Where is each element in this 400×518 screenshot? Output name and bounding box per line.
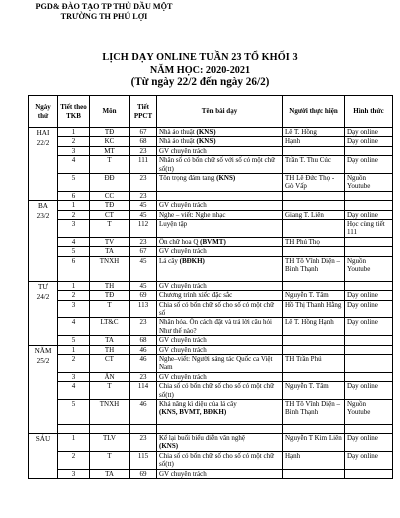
table-row	[29, 424, 393, 433]
format-cell: Dạy online	[345, 451, 393, 469]
period-cell: 2	[58, 451, 90, 469]
lesson-tag: (KNS, BVMT, BĐKH)	[159, 408, 227, 417]
subject-cell: TH	[90, 281, 130, 290]
subject-cell: LT&C	[90, 318, 130, 336]
ppct-cell: 46	[130, 399, 157, 424]
period-cell: 4	[58, 318, 90, 336]
lesson-cell	[157, 256, 283, 281]
lesson-name: GV chuyên trách	[159, 201, 207, 210]
lesson-cell	[157, 201, 283, 210]
table-row	[29, 382, 393, 400]
lesson-name: Kể lại buổi biểu diễn văn nghệ	[159, 433, 245, 442]
subject-cell: TĐ	[90, 128, 130, 137]
table-row	[29, 469, 393, 478]
period-cell: 1	[58, 281, 90, 290]
ppct-cell: 112	[130, 220, 157, 238]
period-cell: 4	[58, 156, 90, 174]
ppct-cell	[130, 424, 157, 433]
teacher-cell: TH Lê Đức Thọ - Gò Vấp	[283, 174, 345, 192]
ppct-cell: 69	[130, 291, 157, 300]
ppct-cell: 67	[130, 128, 157, 137]
lesson-tag: (KNS)	[216, 174, 236, 183]
period-cell: 5	[58, 336, 90, 345]
schedule-body	[29, 128, 393, 479]
teacher-cell: Trần T. Thu Cúc	[283, 156, 345, 174]
format-cell	[345, 191, 393, 200]
col-header-subject: Môn	[90, 96, 130, 128]
format-cell: Nguồn Youtube	[345, 174, 393, 192]
subject-cell: ÂN	[90, 372, 130, 381]
col-header-day: Ngày thứ	[29, 96, 58, 128]
lesson-cell	[157, 210, 283, 219]
teacher-cell: Nguyễn T. Tâm	[283, 382, 345, 400]
lesson-cell	[157, 220, 283, 238]
format-cell: Dạy online	[345, 210, 393, 219]
subject-cell: TA	[90, 469, 130, 478]
subject-cell: TA	[90, 336, 130, 345]
period-cell: 5	[58, 247, 90, 256]
day-cell: HAI 22/2	[29, 128, 58, 201]
ppct-cell: 113	[130, 300, 157, 318]
table-row	[29, 146, 393, 155]
teacher-cell: Lê T. Hồng	[283, 128, 345, 137]
subject-cell: T	[90, 220, 130, 238]
lesson-cell	[157, 345, 283, 354]
format-cell: Dạy online	[345, 318, 393, 336]
format-cell	[345, 469, 393, 478]
subject-cell: TĐ	[90, 291, 130, 300]
lesson-name: Ôn chữ hoa Q	[159, 237, 201, 246]
period-cell: 2	[58, 354, 90, 372]
table-row	[29, 291, 393, 300]
ppct-cell: 69	[130, 469, 157, 478]
format-cell	[345, 247, 393, 256]
ppct-cell: 46	[130, 345, 157, 354]
period-cell: 3	[58, 300, 90, 318]
lesson-cell	[157, 382, 283, 400]
table-row	[29, 300, 393, 318]
table-header-row	[29, 96, 393, 128]
lesson-name: GV chuyên trách	[159, 469, 207, 478]
lesson-cell	[157, 281, 283, 290]
org-name: PGD& ĐÀO TẠO TP THỦ DẦU MỘT	[35, 2, 173, 11]
subject-cell: T	[90, 451, 130, 469]
lesson-name: GV chuyên trách	[159, 281, 207, 290]
subject-cell: CT	[90, 354, 130, 372]
lesson-name: Nhân số có bốn chữ số với số có một chữ số(tt)	[159, 156, 275, 173]
format-cell: Nguồn Youtube	[345, 256, 393, 281]
schedule-table	[28, 95, 393, 479]
ppct-cell: 45	[130, 281, 157, 290]
format-cell	[345, 372, 393, 381]
lesson-name: GV chuyên trách	[159, 336, 207, 345]
period-cell: 1	[58, 433, 90, 451]
lesson-cell	[157, 372, 283, 381]
lesson-name: Chương trình xiếc đặc sắc	[159, 291, 233, 300]
format-cell	[345, 354, 393, 372]
lesson-name: Nhân hóa. Ôn cách đặt và trả lời câu hỏi Như thế nào?	[159, 318, 272, 335]
lesson-cell	[157, 291, 283, 300]
teacher-cell: Giang T. Liên	[283, 210, 345, 219]
teacher-cell	[283, 424, 345, 433]
col-header-teacher: Người thực hiện	[283, 96, 345, 128]
col-header-period: Tiết theo TKB	[58, 96, 90, 128]
period-cell: 6	[58, 256, 90, 281]
ppct-cell: 111	[130, 156, 157, 174]
subject-cell: TH	[90, 345, 130, 354]
col-header-format: Hình thức	[345, 96, 393, 128]
format-cell: Dạy online	[345, 137, 393, 146]
table-row	[29, 354, 393, 372]
format-cell	[345, 345, 393, 354]
day-cell: SÁU	[29, 433, 58, 478]
table-row	[29, 128, 393, 137]
period-cell: 1	[58, 201, 90, 210]
table-row	[29, 220, 393, 238]
teacher-cell: Hạnh	[283, 137, 345, 146]
teacher-cell: Nguyễn T Kim Liên	[283, 433, 345, 451]
lesson-name: GV chuyên trách	[159, 146, 207, 155]
format-cell: Dạy online	[345, 300, 393, 318]
teacher-cell	[283, 336, 345, 345]
ppct-cell: 67	[130, 247, 157, 256]
teacher-cell: Lê T. Hồng Hạnh	[283, 318, 345, 336]
ppct-cell: 23	[130, 237, 157, 246]
doc-school-year: NĂM HỌC: 2020-2021	[149, 65, 251, 76]
lesson-cell	[157, 128, 283, 137]
format-cell	[345, 336, 393, 345]
lesson-cell	[157, 300, 283, 318]
lesson-cell	[157, 433, 283, 451]
lesson-tag: (KNS)	[196, 128, 216, 136]
lesson-name: GV chuyên trách	[159, 372, 207, 381]
subject-cell: TNXH	[90, 256, 130, 281]
school-name: TRƯỜNG TH PHÚ LỢI	[60, 12, 148, 21]
format-cell: Dạy online	[345, 433, 393, 451]
teacher-cell	[283, 220, 345, 238]
subject-cell: ĐĐ	[90, 174, 130, 192]
teacher-cell	[283, 345, 345, 354]
period-cell: 1	[58, 345, 90, 354]
teacher-cell	[283, 372, 345, 381]
teacher-cell	[283, 281, 345, 290]
lesson-name: Nhà ảo thuật	[159, 137, 197, 146]
period-cell: 5	[58, 399, 90, 424]
lesson-cell	[157, 424, 283, 433]
ppct-cell: 23	[130, 318, 157, 336]
lesson-name: Chia số có bốn chữ số cho số có một chữ số(tt)	[159, 382, 274, 399]
teacher-cell	[283, 247, 345, 256]
format-cell	[345, 201, 393, 210]
period-cell: 3	[58, 469, 90, 478]
table-row	[29, 336, 393, 345]
subject-cell: TV	[90, 237, 130, 246]
lesson-cell	[157, 336, 283, 345]
period-cell: 3	[58, 220, 90, 238]
lesson-name: Chia số có bốn chữ số cho số có một chữ số	[159, 300, 274, 317]
lesson-name: Khả năng kì diệu của lá cây	[159, 399, 237, 408]
teacher-cell: Hồ Thị Thanh Hằng	[283, 300, 345, 318]
lesson-cell	[157, 191, 283, 200]
lesson-cell	[157, 137, 283, 146]
teacher-cell: TH Trần Phú	[283, 354, 345, 372]
teacher-cell: TH Phú Thọ	[283, 237, 345, 246]
lesson-name: Luyện tập	[159, 220, 188, 229]
table-row	[29, 156, 393, 174]
format-cell: Nguồn Youtube	[345, 399, 393, 424]
format-cell: Dạy online	[345, 128, 393, 137]
subject-cell: TA	[90, 247, 130, 256]
lesson-name: Lá cây	[159, 256, 180, 265]
lesson-tag: (KNS)	[196, 137, 216, 146]
lesson-cell	[157, 318, 283, 336]
ppct-cell: 68	[130, 336, 157, 345]
ppct-cell: 45	[130, 210, 157, 219]
lesson-cell	[157, 247, 283, 256]
lesson-tag: (KNS)	[159, 442, 179, 451]
subject-cell: MT	[90, 146, 130, 155]
day-cell: TƯ 24/2	[29, 281, 58, 345]
lesson-name: Nghe – viết: Nghe nhạc	[159, 210, 226, 219]
teacher-cell: TH Tô Vĩnh Diện – Bình Thạnh	[283, 399, 345, 424]
lesson-name: GV chuyên trách	[159, 345, 207, 354]
lesson-name: Nghe–viết: Người sáng tác Quốc ca Việt Nam	[159, 354, 273, 372]
subject-cell: TĐ	[90, 201, 130, 210]
subject-cell: CT	[90, 210, 130, 219]
format-cell: Dạy online	[345, 156, 393, 174]
ppct-cell: 46	[130, 354, 157, 372]
table-row	[29, 137, 393, 146]
ppct-cell: 23	[130, 191, 157, 200]
subject-cell: TNXH	[90, 399, 130, 424]
lesson-cell	[157, 399, 283, 424]
teacher-cell: Nguyễn T. Tâm	[283, 291, 345, 300]
ppct-cell: 23	[130, 372, 157, 381]
period-cell: 3	[58, 146, 90, 155]
ppct-cell: 114	[130, 382, 157, 400]
period-cell: 5	[58, 174, 90, 192]
subject-cell: KC	[90, 137, 130, 146]
table-row	[29, 237, 393, 246]
lesson-name: Chia số có bốn chữ số cho số có một chữ số(tt)	[159, 451, 274, 469]
subject-cell: T	[90, 300, 130, 318]
table-row	[29, 318, 393, 336]
table-row	[29, 281, 393, 290]
format-cell: Dạy online	[345, 291, 393, 300]
teacher-cell	[283, 201, 345, 210]
lesson-name: GV chuyên trách	[159, 247, 207, 256]
ppct-cell: 45	[130, 256, 157, 281]
lesson-tag: (BVMT)	[200, 237, 226, 246]
lesson-name: Tôn trọng đám tang	[159, 174, 217, 183]
lesson-name: Nhà ảo thuật	[159, 128, 197, 136]
period-cell: 4	[58, 237, 90, 246]
period-cell: 2	[58, 210, 90, 219]
format-cell	[345, 424, 393, 433]
teacher-cell	[283, 469, 345, 478]
period-cell: 6	[58, 191, 90, 200]
teacher-cell: TH Tô Vĩnh Diện – Bình Thạnh	[283, 256, 345, 281]
day-cell: BA 23/2	[29, 201, 58, 281]
period-cell: 3	[58, 372, 90, 381]
subject-cell: T	[90, 382, 130, 400]
table-row	[29, 256, 393, 281]
ppct-cell: 115	[130, 451, 157, 469]
lesson-cell	[157, 174, 283, 192]
table-row	[29, 433, 393, 451]
day-cell: NĂM 25/2	[29, 345, 58, 433]
ppct-cell: 45	[130, 201, 157, 210]
lesson-cell	[157, 469, 283, 478]
table-row	[29, 399, 393, 424]
subject-cell: TLV	[90, 433, 130, 451]
col-header-ppct: Tiết PPCT	[130, 96, 157, 128]
period-cell: 2	[58, 137, 90, 146]
teacher-cell	[283, 146, 345, 155]
period-cell: 1	[58, 128, 90, 137]
period-cell	[58, 424, 90, 433]
lesson-cell	[157, 146, 283, 155]
col-header-lesson: Tên bài dạy	[157, 96, 283, 128]
lesson-cell	[157, 354, 283, 372]
format-cell	[345, 146, 393, 155]
teacher-cell: Hạnh	[283, 451, 345, 469]
table-row	[29, 345, 393, 354]
table-row	[29, 191, 393, 200]
table-row	[29, 451, 393, 469]
format-cell	[345, 237, 393, 246]
table-row	[29, 210, 393, 219]
teacher-cell	[283, 191, 345, 200]
format-cell	[345, 281, 393, 290]
ppct-cell: 23	[130, 433, 157, 451]
table-row	[29, 372, 393, 381]
format-cell: Học cùng tiết 111	[345, 220, 393, 238]
lesson-cell	[157, 237, 283, 246]
ppct-cell: 23	[130, 146, 157, 155]
ppct-cell: 23	[130, 174, 157, 192]
subject-cell: T	[90, 156, 130, 174]
lesson-tag: (BĐKH)	[179, 256, 205, 265]
doc-date-range: (Từ ngày 22/2 đến ngày 26/2)	[130, 76, 270, 88]
lesson-cell	[157, 156, 283, 174]
format-cell: Dạy online	[345, 382, 393, 400]
period-cell: 2	[58, 291, 90, 300]
lesson-cell	[157, 451, 283, 469]
ppct-cell: 68	[130, 137, 157, 146]
table-row	[29, 247, 393, 256]
table-row	[29, 201, 393, 210]
subject-cell: CC	[90, 191, 130, 200]
subject-cell	[90, 424, 130, 433]
table-row	[29, 174, 393, 192]
period-cell: 4	[58, 382, 90, 400]
doc-title: LỊCH DẠY ONLINE TUẦN 23 TỔ KHỐI 3	[102, 52, 298, 63]
